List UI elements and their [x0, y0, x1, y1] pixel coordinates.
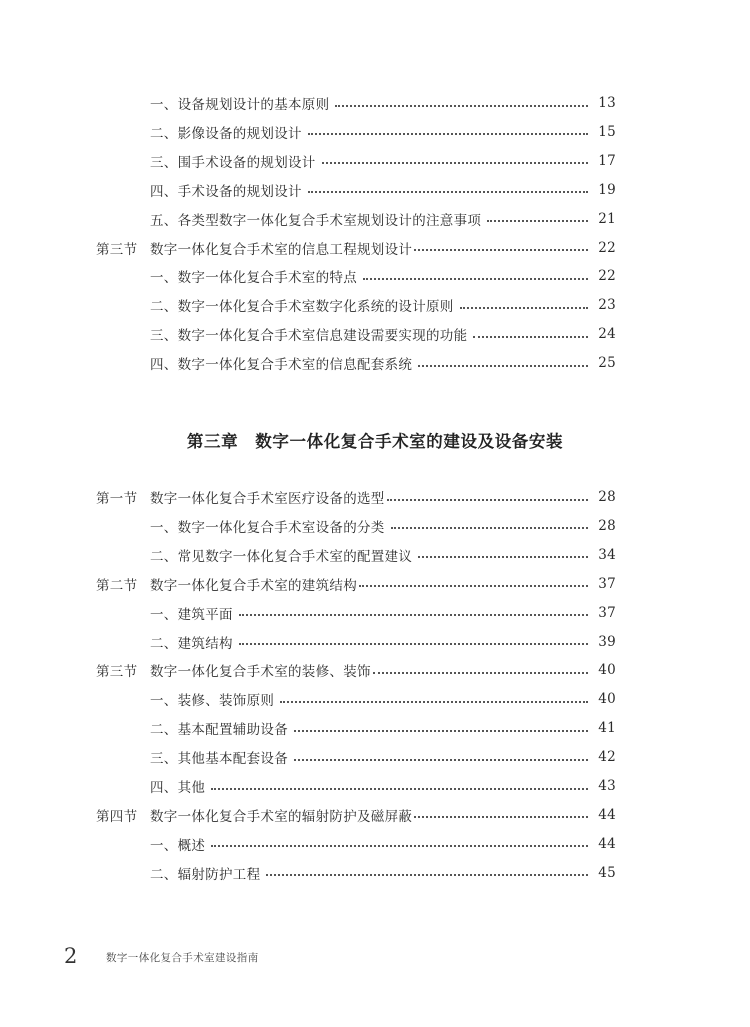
toc-entry-title: 二、影像设备的规划设计 [150, 125, 302, 142]
toc-entry-page-number: 21 [598, 210, 616, 227]
toc-entry-page-number: 13 [598, 95, 616, 111]
dot-leader [473, 335, 588, 338]
toc-entry-title: 数字一体化复合手术室的辐射防护及磁屏蔽 [150, 808, 413, 825]
toc-entry-page-number: 23 [598, 297, 616, 314]
toc-entry-title: 一、建筑平面 [150, 606, 233, 623]
toc-entry [96, 208, 616, 230]
toc-entry-page-number: 41 [598, 720, 616, 737]
toc-entry-page-number: 17 [598, 152, 616, 169]
toc-entry-title: 一、概述 [150, 837, 206, 854]
toc-entry-page-number: 45 [598, 864, 616, 881]
toc-entry [96, 121, 616, 143]
dot-leader [391, 526, 588, 529]
toc-entry-title: 二、辐射防护工程 [150, 866, 261, 883]
toc-entry-title: 数字一体化复合手术室医疗设备的选型 [150, 491, 385, 507]
toc-entry-page-number: 24 [598, 326, 616, 343]
toc-entry [96, 573, 616, 595]
toc-entry [96, 631, 616, 653]
toc-entry-title: 数字一体化复合手术室的装修、装饰 [150, 664, 371, 681]
toc-entry-section-label: 第二节 [96, 577, 138, 594]
dot-leader [414, 815, 588, 818]
dot-leader [414, 248, 588, 251]
toc-entry-title: 一、数字一体化复合手术室的特点 [150, 270, 357, 287]
footer-book-title: 数字一体化复合手术室建设指南 [106, 952, 259, 964]
toc-entry [96, 352, 616, 374]
toc-entry [96, 862, 616, 884]
dot-leader [211, 787, 588, 790]
dot-leader [487, 219, 588, 222]
toc-entry [96, 294, 616, 316]
chapter-title: 第三章 数字一体化复合手术室的建设及设备安装 [186, 432, 564, 451]
toc-entry-page-number: 25 [598, 355, 616, 372]
toc-entry-title: 四、其他 [150, 780, 206, 796]
dot-leader [239, 613, 588, 616]
toc-entry-title: 四、手术设备的规划设计 [150, 183, 302, 200]
toc-entry [96, 92, 616, 114]
dot-leader [363, 277, 588, 280]
toc-entry-section-label: 第四节 [96, 808, 138, 825]
toc-entry-title: 二、建筑结构 [150, 635, 233, 652]
dot-leader [239, 642, 588, 645]
toc-entry-title: 四、数字一体化复合手术室的信息配套系统 [150, 357, 413, 374]
toc-entry [96, 602, 616, 624]
toc-entry [96, 688, 616, 710]
toc-entry-page-number: 40 [598, 691, 616, 708]
toc-entry [96, 775, 616, 797]
toc-entry [96, 804, 616, 826]
toc-entry-page-number: 22 [598, 268, 616, 285]
toc-entry-title: 二、基本配置辅助设备 [150, 722, 288, 739]
toc-entry-title: 二、常见数字一体化复合手术室的配置建议 [150, 548, 413, 565]
toc-entry [96, 179, 616, 201]
dot-leader [211, 844, 588, 847]
dot-leader [322, 161, 588, 164]
toc-entry-title: 数字一体化复合手术室的信息工程规划设计 [150, 241, 413, 258]
toc-entry-title: 一、数字一体化复合手术室设备的分类 [150, 519, 385, 536]
toc-entry [96, 717, 616, 739]
toc-entry [96, 237, 616, 259]
toc-entry-title: 三、数字一体化复合手术室信息建设需要实现的功能 [150, 328, 468, 345]
toc-entry [96, 486, 616, 508]
toc-entry-page-number: 15 [598, 123, 616, 140]
dot-leader [335, 104, 588, 107]
toc-entry [96, 265, 616, 287]
toc-entry-page-number: 44 [598, 835, 616, 852]
toc-entry-page-number: 34 [598, 546, 616, 563]
toc-entry-title: 五、各类型数字一体化复合手术室规划设计的注意事项 [150, 212, 482, 229]
toc-entry-page-number: 43 [598, 778, 616, 794]
toc-entry [96, 323, 616, 345]
toc-entry-page-number: 42 [598, 749, 616, 766]
dot-leader [387, 498, 588, 501]
footer-page-number: 2 [64, 944, 78, 968]
toc-entry [96, 833, 616, 855]
dot-leader [418, 364, 588, 367]
dot-leader [460, 306, 588, 309]
toc-entry-title: 一、装修、装饰原则 [150, 693, 275, 710]
toc-entry-section-label: 第一节 [96, 491, 138, 507]
toc-entry-page-number: 39 [598, 633, 616, 650]
toc-entry-page-number: 44 [598, 806, 616, 823]
toc-entry-title: 数字一体化复合手术室的建筑结构 [150, 577, 357, 594]
toc-entry-page-number: 28 [598, 489, 616, 505]
toc-entry-section-label: 第三节 [96, 241, 138, 258]
toc-entry-page-number: 19 [598, 181, 616, 198]
dot-leader [418, 555, 588, 558]
dot-leader [373, 671, 588, 674]
toc-entry [96, 150, 616, 172]
toc-entry-page-number: 37 [598, 604, 616, 621]
toc-entry-section-label: 第三节 [96, 664, 138, 681]
toc-entry-title: 一、设备规划设计的基本原则 [150, 97, 330, 113]
toc-entry-title: 三、围手术设备的规划设计 [150, 154, 316, 171]
toc-entry-page-number: 28 [598, 517, 616, 534]
toc-entry-title: 三、其他基本配套设备 [150, 751, 288, 768]
toc-entry [96, 746, 616, 768]
dot-leader [359, 584, 588, 587]
toc-entry-title: 二、数字一体化复合手术室数字化系统的设计原则 [150, 299, 454, 316]
toc-entry-page-number: 37 [598, 575, 616, 592]
dot-leader [308, 132, 588, 135]
dot-leader [308, 190, 588, 193]
dot-leader [294, 729, 588, 732]
toc-entry [96, 515, 616, 537]
toc-entry-page-number: 22 [598, 239, 616, 256]
toc-entry-page-number: 40 [598, 662, 616, 679]
toc-entry [96, 544, 616, 566]
dot-leader [294, 758, 588, 761]
toc-entry [96, 659, 616, 681]
dot-leader [266, 873, 588, 876]
dot-leader [280, 700, 588, 703]
